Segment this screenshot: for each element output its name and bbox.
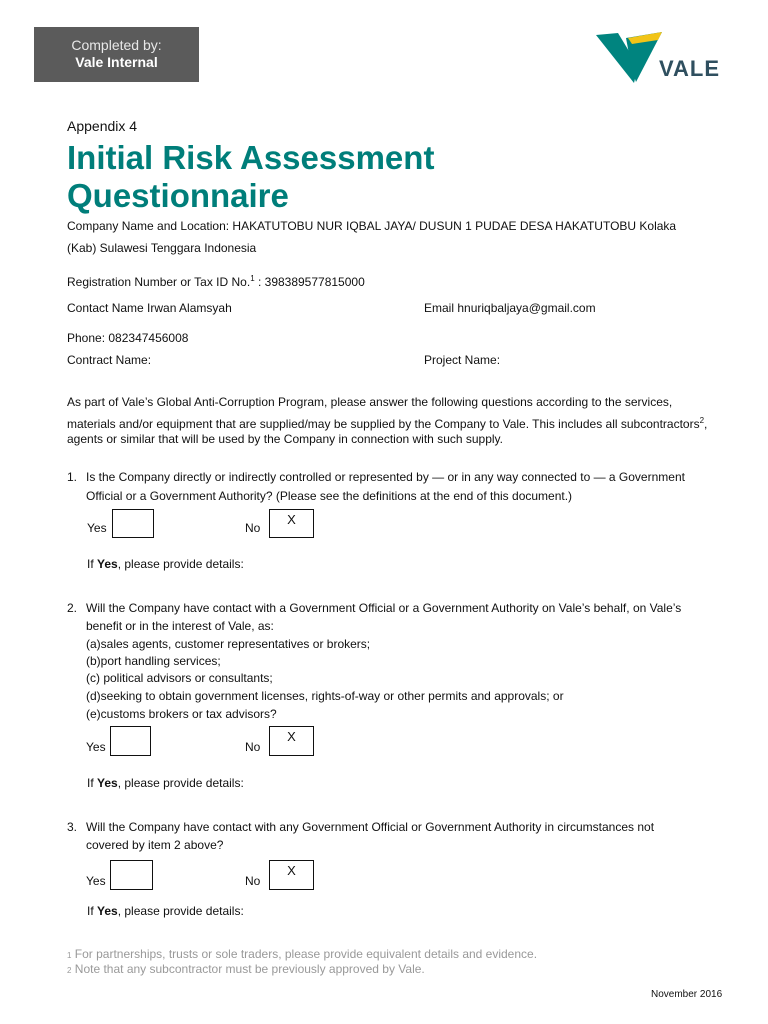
- phone-field: Phone: 082347456008: [67, 331, 189, 345]
- q2-text-line1: Will the Company have contact with a Government Official or a Government Authority on Vale’s behalf, on Vale’s: [86, 601, 682, 615]
- intro-line-1: As part of Vale’s Global Anti-Corruption Program, please answer the following questions according to the services,: [67, 395, 673, 409]
- appendix-label: Appendix 4: [67, 118, 138, 134]
- q1-no-box[interactable]: X: [269, 509, 314, 538]
- q2-details-post: , please provide details:: [117, 776, 244, 790]
- q1-details-prompt: [87, 557, 244, 572]
- q3-details-post: , please provide details:: [117, 904, 244, 918]
- q3-yes-box[interactable]: [110, 860, 153, 890]
- q2-number: 2.: [67, 601, 78, 615]
- q2-item-e: (e)customs brokers or tax advisors?: [86, 707, 277, 721]
- q3-yes-label: Yes: [86, 874, 106, 888]
- q3-number: 3.: [67, 820, 78, 834]
- title-line-1: Initial Risk Assessment: [67, 139, 435, 176]
- q2-yes-box[interactable]: [110, 726, 151, 756]
- q1-details-pre: If: [87, 557, 98, 571]
- q2-item-d: (d)seeking to obtain government licenses, rights-of-way or other permits and approvals; or: [86, 689, 564, 703]
- footnote-ref-2: 2: [699, 416, 705, 425]
- registration-label: Registration Number or Tax ID No.: [67, 275, 251, 289]
- completed-by-badge: [34, 27, 199, 82]
- q2-details-prompt: [87, 776, 244, 791]
- intro-line-3: agents or similar that will be used by the Company in connection with such supply.: [67, 432, 504, 446]
- q3-details-prompt: [87, 904, 244, 919]
- q3-details-bold: Yes: [97, 904, 118, 918]
- q2-text-line2: benefit or in the interest of Vale, as:: [86, 619, 274, 633]
- title-line-2: Questionnaire: [67, 177, 289, 214]
- registration-value: : 398389577815000: [254, 275, 365, 289]
- contract-name-field: Contract Name:: [67, 353, 152, 367]
- company-name-line1: Company Name and Location: HAKATUTOBU NUR IQBAL JAYA/ DUSUN 1 PUDAE DESA HAKATUTOBU Kolaka: [67, 219, 677, 233]
- q2-no-label: No: [245, 740, 261, 754]
- q3-text-line1: Will the Company have contact with any Government Official or Government Authority in circumstances not: [86, 820, 655, 834]
- project-name-field: Project Name:: [424, 353, 501, 367]
- email-field: Email hnuriqbaljaya@gmail.com: [424, 301, 596, 315]
- footer-date: November 2016: [651, 989, 723, 1000]
- q2-details-bold: Yes: [97, 776, 118, 790]
- q3-no-box[interactable]: X: [269, 860, 314, 890]
- q2-item-a: (a)sales agents, customer representatives or brokers;: [86, 637, 371, 651]
- footnote-1-number: 1: [67, 951, 72, 960]
- q3-no-label: No: [245, 874, 261, 888]
- q1-no-label: No: [245, 521, 261, 535]
- intro-line-2: [67, 413, 707, 432]
- footnote-2: [67, 962, 425, 976]
- footnote-2-text: Note that any subcontractor must be previously approved by Vale.: [71, 962, 425, 976]
- footnote-2-number: 2: [67, 966, 72, 975]
- q2-no-box[interactable]: X: [269, 726, 314, 756]
- q3-text-line2: covered by item 2 above?: [86, 838, 224, 852]
- q3-details-pre: If: [87, 904, 98, 918]
- page-title: [67, 139, 667, 215]
- registration-field: [67, 271, 365, 290]
- q1-text-line1: Is the Company directly or indirectly controlled or represented by — or in any way connected to — a Government: [86, 470, 685, 484]
- intro-line-2-end: ,: [704, 417, 708, 431]
- footnote-1: [67, 947, 537, 961]
- q2-details-pre: If: [87, 776, 98, 790]
- vale-logo-text: VALE: [659, 56, 721, 81]
- q2-item-c: (c) political advisors or consultants;: [86, 671, 273, 685]
- q1-details-post: , please provide details:: [117, 557, 244, 571]
- q1-details-bold: Yes: [97, 557, 118, 571]
- badge-value: Vale Internal: [75, 54, 158, 70]
- badge-label: Completed by:: [71, 37, 162, 53]
- contact-name-field: Contact Name Irwan Alamsyah: [67, 301, 232, 315]
- q1-text-line2: Official or a Government Authority? (Please see the definitions at the end of this document.): [86, 489, 573, 503]
- intro-line-2-text: materials and/or equipment that are supplied/may be supplied by the Company to Vale. This includes all subcontractors: [67, 417, 700, 431]
- q2-item-b: (b)port handling services;: [86, 654, 221, 668]
- q2-yes-label: Yes: [86, 740, 106, 754]
- q1-yes-label: Yes: [87, 521, 107, 535]
- footnote-1-text: For partnerships, trusts or sole traders, please provide equivalent details and evidence.: [71, 947, 538, 961]
- q1-yes-box[interactable]: [112, 509, 154, 538]
- company-name-line2: (Kab) Sulawesi Tenggara Indonesia: [67, 241, 257, 255]
- q1-number: 1.: [67, 470, 78, 484]
- footnote-ref-1: 1: [250, 274, 255, 283]
